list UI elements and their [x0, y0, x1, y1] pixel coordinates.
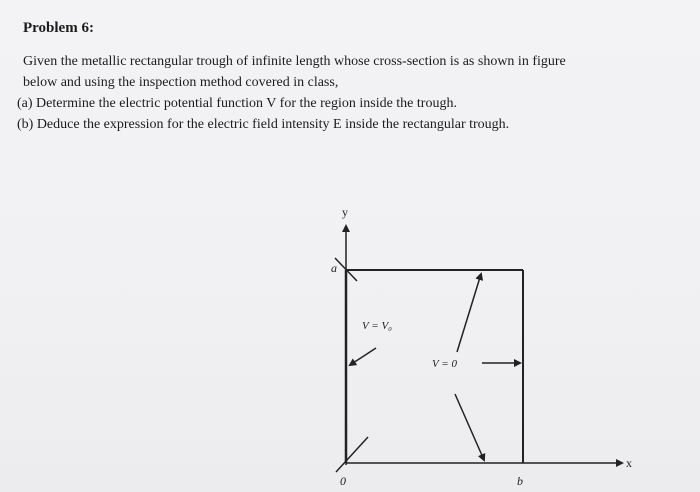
problem-title: Problem 6: — [23, 20, 94, 36]
pointer-to-left-wall — [350, 348, 376, 365]
grounded-walls-potential-label: V = 0 — [432, 358, 457, 370]
pointer-to-bottom-wall — [455, 394, 484, 460]
problem-part-a: (a) Determine the electric potential function V for the region inside the trough. — [17, 96, 457, 111]
x-axis-label: x — [626, 456, 632, 470]
problem-line-2: below and using the inspection method covered in class, — [23, 75, 339, 90]
y-axis-label: y — [342, 205, 348, 219]
left-wall-potential-label: V = V₀ — [362, 320, 392, 332]
pointer-to-top-wall — [457, 274, 481, 352]
origin-label: 0 — [340, 474, 346, 488]
gap-mark-bottom-left — [336, 437, 368, 472]
height-label-a: a — [331, 261, 337, 275]
width-label-b: b — [517, 474, 523, 488]
problem-part-b: (b) Deduce the expression for the electric field intensity E inside the rectangular trough. — [17, 117, 510, 132]
problem-line-1: Given the metallic rectangular trough of infinite length whose cross-section is as shown in figure — [23, 54, 566, 69]
